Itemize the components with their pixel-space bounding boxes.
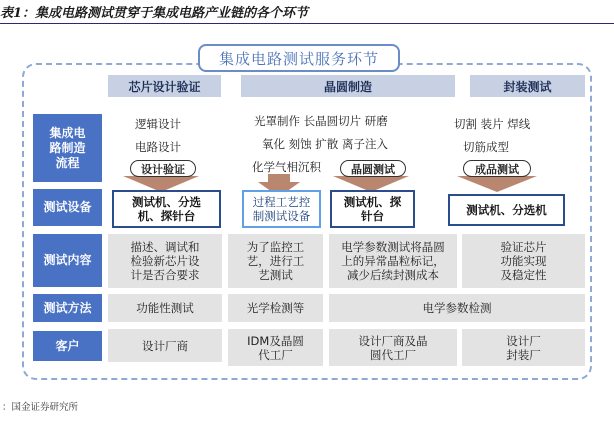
phase-package: 封装测试 bbox=[470, 75, 585, 97]
flow-step: 氧化 刻蚀 扩散 离子注入 bbox=[262, 137, 388, 151]
source-note: ：国金证券研究所 bbox=[2, 402, 79, 413]
method-process: 光学检测等 bbox=[228, 294, 323, 322]
row-label-equipment: 测试设备 bbox=[33, 189, 102, 226]
flow-step: 化学气相沉积 bbox=[252, 160, 321, 174]
row-label-content: 测试内容 bbox=[33, 234, 102, 287]
client-design: 设计厂商 bbox=[108, 329, 222, 362]
phase-wafer: 晶圆制造 bbox=[241, 75, 455, 97]
row-label-client: 客户 bbox=[33, 331, 102, 361]
flow-step: 电路设计 bbox=[135, 140, 181, 154]
client-package: 设计厂 封装厂 bbox=[462, 329, 585, 366]
client-wafer: 设计厂商及晶 圆代工厂 bbox=[329, 329, 457, 366]
method-electrical: 电学参数检测 bbox=[329, 294, 585, 322]
row-label-method: 测试方法 bbox=[33, 294, 102, 322]
flow-step: 逻辑设计 bbox=[135, 117, 181, 131]
content-package: 验证芯片 功能实现 及稳定性 bbox=[462, 234, 585, 288]
client-process: IDM及晶圆 代工厂 bbox=[228, 329, 323, 366]
stage-final-test: 成品测试 bbox=[463, 160, 531, 177]
diagram-title: 集成电路测试服务环节 bbox=[198, 44, 400, 72]
stage-wafer-test: 晶圆测试 bbox=[340, 160, 406, 177]
content-design: 描述、调试和 检验新芯片设 计是否合要求 bbox=[108, 234, 222, 288]
equipment-process: 过程工艺控 制测试设备 bbox=[242, 190, 321, 228]
method-design: 功能性测试 bbox=[108, 294, 222, 322]
equipment-wafer: 测试机、探 针台 bbox=[330, 190, 415, 228]
flow-step: 切筋成型 bbox=[463, 140, 509, 154]
equipment-package: 测试机、分选机 bbox=[448, 194, 565, 226]
stage-design-verification: 设计验证 bbox=[130, 160, 196, 177]
flow-step: 切割 装片 焊线 bbox=[454, 117, 531, 131]
content-wafer: 电学参数测试将晶圆 上的异常晶粒标记， 减少后续封测成本 bbox=[329, 234, 457, 288]
phase-design: 芯片设计验证 bbox=[108, 75, 221, 97]
row-label-flow: 集成电 路制造 流程 bbox=[33, 114, 102, 182]
equipment-design: 测试机、分选 机、探针台 bbox=[112, 190, 221, 228]
content-process: 为了监控工 艺，进行工 艺测试 bbox=[228, 234, 323, 288]
flow-step: 光罩制作 长晶圆切片 研磨 bbox=[254, 114, 388, 128]
table-caption: 表1：集成电路测试贯穿于集成电路产业链的各个环节 bbox=[0, 6, 309, 21]
